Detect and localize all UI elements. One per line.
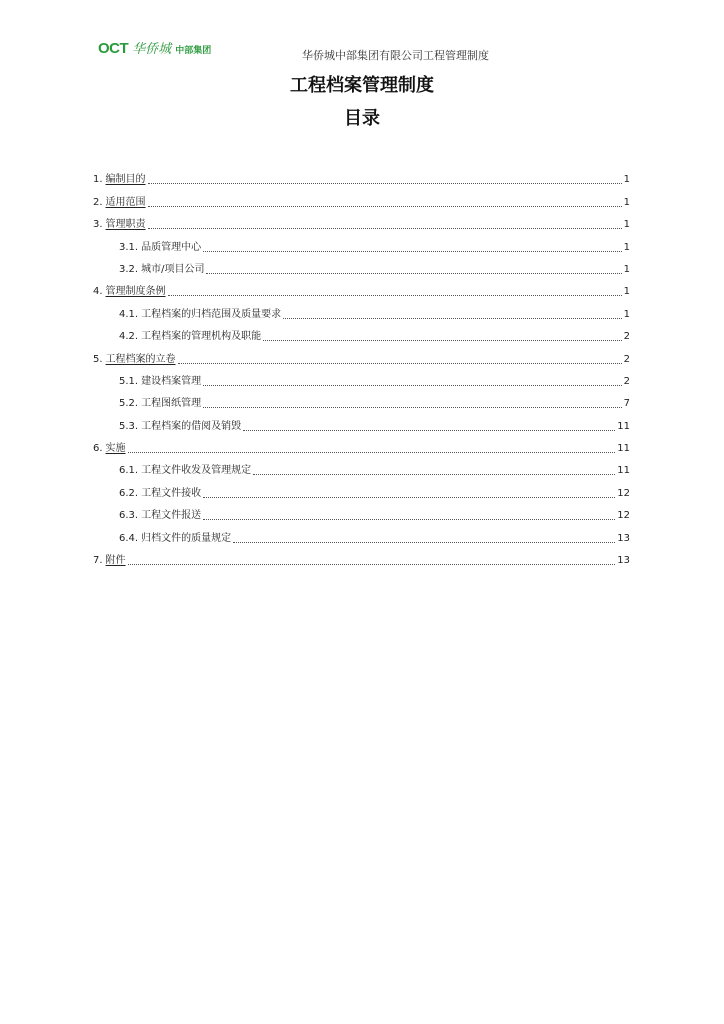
toc-page-number: 7: [623, 398, 630, 410]
logo-brand: 华侨城: [132, 42, 172, 57]
toc-entry[interactable]: [93, 478, 630, 500]
toc-leader-dots: [128, 564, 616, 565]
toc-heading: 目录: [344, 108, 380, 129]
toc-entry-label: [119, 487, 201, 501]
toc-entry-number: 3.: [93, 219, 103, 231]
toc-entry-label: [119, 241, 201, 255]
toc-leader-dots: [203, 407, 622, 408]
toc-entry-number: 3.1.: [119, 241, 139, 253]
toc-entry-label: [93, 285, 166, 299]
toc-entry-label: [119, 509, 201, 523]
toc-entry-text: 城市/项目公司: [141, 263, 205, 275]
toc-entry-number: 7.: [93, 555, 103, 567]
toc-entry-number: 3.2.: [119, 263, 139, 275]
toc-entry-text: 实施: [105, 443, 126, 455]
toc-page-number: 12: [617, 510, 630, 522]
toc-page-number: 1: [623, 219, 630, 231]
toc-entry[interactable]: [93, 456, 630, 478]
toc-entry-label: [93, 554, 126, 568]
toc-entry-label: [93, 173, 146, 187]
toc-page-number: 13: [617, 532, 630, 544]
toc-leader-dots: [263, 340, 622, 341]
toc-leader-dots: [168, 295, 622, 296]
toc-entry-label: [119, 308, 281, 322]
toc-entry-number: 1.: [93, 174, 103, 186]
toc-page-number: 2: [623, 331, 630, 343]
toc-entry[interactable]: [93, 299, 630, 321]
toc-entry-label: [93, 196, 146, 210]
toc-leader-dots: [243, 430, 615, 431]
toc-entry-text: 品质管理中心: [141, 241, 202, 253]
toc-entry-label: [119, 532, 231, 546]
toc-entry[interactable]: [93, 389, 630, 411]
toc-entry-number: 5.2.: [119, 398, 139, 410]
toc-entry-number: 6.1.: [119, 465, 139, 477]
toc-entry-text: 工程档案的管理机构及职能: [141, 331, 262, 343]
toc-page-number: 2: [623, 353, 630, 365]
toc-leader-dots: [148, 183, 622, 184]
toc-entry-text: 编制目的: [105, 174, 146, 186]
toc-entry[interactable]: [93, 277, 630, 299]
toc-entry-text: 适用范围: [105, 196, 146, 208]
toc-page-number: 1: [623, 286, 630, 298]
toc-entry-text: 工程图纸管理: [141, 398, 202, 410]
toc-entry-label: [119, 375, 201, 389]
toc-entry[interactable]: [93, 322, 630, 344]
toc-entry-label: [93, 442, 126, 456]
toc-entry-number: 6.2.: [119, 487, 139, 499]
toc-entry[interactable]: [93, 523, 630, 545]
toc-entry-text: 工程档案的归档范围及质量要求: [141, 308, 282, 320]
toc-entry[interactable]: [93, 165, 630, 187]
toc-leader-dots: [206, 273, 621, 274]
logo-subtitle: 中部集团: [175, 46, 212, 56]
toc-page-number: 11: [617, 443, 630, 455]
toc-entry[interactable]: [93, 411, 630, 433]
toc-leader-dots: [233, 542, 615, 543]
toc-entry[interactable]: [93, 434, 630, 456]
toc-leader-dots: [283, 318, 622, 319]
toc-entry-number: 4.: [93, 286, 103, 298]
table-of-contents: [93, 165, 630, 568]
toc-leader-dots: [253, 474, 615, 475]
toc-entry-label: [119, 420, 241, 434]
running-header: 华侨城中部集团有限公司工程管理制度: [302, 49, 489, 62]
toc-leader-dots: [178, 363, 622, 364]
toc-entry-label: [119, 263, 204, 277]
toc-entry[interactable]: [93, 187, 630, 209]
toc-leader-dots: [203, 519, 615, 520]
toc-entry[interactable]: [93, 546, 630, 568]
toc-page-number: 2: [623, 375, 630, 387]
toc-leader-dots: [148, 228, 622, 229]
toc-entry-label: [93, 218, 146, 232]
toc-page-number: 1: [623, 174, 630, 186]
toc-page-number: 13: [617, 555, 630, 567]
toc-entry-number: 6.4.: [119, 532, 139, 544]
document-title: 工程档案管理制度: [290, 75, 434, 96]
toc-entry-number: 5.1.: [119, 375, 139, 387]
toc-entry[interactable]: [93, 210, 630, 232]
toc-page-number: 1: [623, 263, 630, 275]
toc-entry-label: [93, 353, 176, 367]
toc-entry-number: 5.3.: [119, 420, 139, 432]
toc-entry-text: 建设档案管理: [141, 375, 202, 387]
toc-entry[interactable]: [93, 255, 630, 277]
toc-entry-number: 6.3.: [119, 510, 139, 522]
toc-page-number: 1: [623, 241, 630, 253]
toc-leader-dots: [203, 251, 622, 252]
toc-entry-number: 2.: [93, 196, 103, 208]
toc-entry[interactable]: [93, 344, 630, 366]
logo-mark: OCT: [98, 40, 129, 57]
toc-page-number: 12: [617, 487, 630, 499]
toc-entry-text: 工程文件接收: [141, 487, 202, 499]
toc-entry-text: 工程档案的借阅及销毁: [141, 420, 242, 432]
toc-page-number: 11: [617, 465, 630, 477]
toc-entry-number: 5.: [93, 353, 103, 365]
toc-page-number: 1: [623, 308, 630, 320]
toc-entry-text: 工程文件报送: [141, 510, 202, 522]
toc-entry[interactable]: [93, 367, 630, 389]
toc-entry-text: 归档文件的质量规定: [141, 532, 232, 544]
company-logo: [98, 38, 211, 57]
toc-entry-number: 6.: [93, 443, 103, 455]
toc-entry-label: [119, 397, 201, 411]
toc-leader-dots: [203, 497, 615, 498]
toc-entry[interactable]: [93, 232, 630, 254]
toc-entry-text: 管理制度条例: [105, 286, 166, 298]
toc-entry-number: 4.2.: [119, 331, 139, 343]
toc-entry-number: 4.1.: [119, 308, 139, 320]
toc-page-number: 1: [623, 196, 630, 208]
toc-entry-text: 管理职责: [105, 219, 146, 231]
toc-entry[interactable]: [93, 501, 630, 523]
toc-entry-label: [119, 330, 261, 344]
toc-entry-text: 工程档案的立卷: [105, 353, 176, 365]
toc-page-number: 11: [617, 420, 630, 432]
toc-entry-text: 工程文件收发及管理规定: [141, 465, 252, 477]
toc-leader-dots: [148, 206, 622, 207]
toc-entry-label: [119, 464, 251, 478]
toc-leader-dots: [128, 452, 616, 453]
toc-entry-text: 附件: [105, 555, 126, 567]
toc-leader-dots: [203, 385, 622, 386]
